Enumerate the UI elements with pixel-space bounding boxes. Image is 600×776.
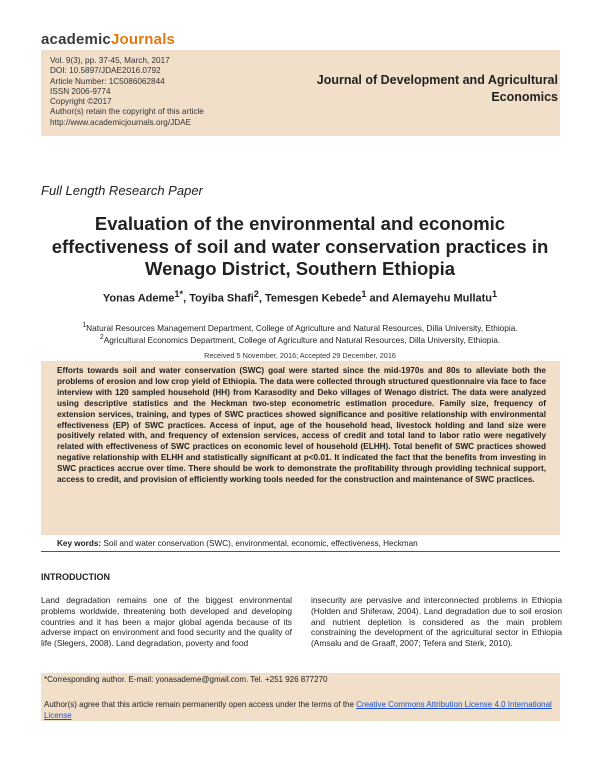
author-name: Toyiba Shafi <box>189 292 254 305</box>
corresponding-mark: * <box>179 289 184 299</box>
introduction-column-1: Land degradation remains one of the biggest environmental problems worldwide, threatening both developed and developing countries and it has been a major global agenda because of its adverse impact on environment and food security and the quality of life (Slegers, 2008). Land degradation, poverty and food <box>41 595 292 649</box>
author-list <box>40 289 560 305</box>
logo-text-journals: Journals <box>110 31 176 48</box>
affiliation-sup: 2 <box>99 334 104 342</box>
paper-type: Full Length Research Paper <box>41 183 203 198</box>
received-accepted-dates: Received 5 November, 2016; Accepted 29 December, 2016 <box>204 351 396 360</box>
abstract-text: Efforts towards soil and water conservation (SWC) goal were started since the mid-1970s and 80s to alleviate both the problems of erosion and low crop yield of Ethiopia. The data were collected through structured questionnaire via face to face interview with 120 sampled household (HH) from Karasodity and Deko villages of Wenago district. The data were analyzed using descriptive statistics and the Heckman two-step econometric estimation procedure. Family size, frequency of extension services, training, and types of SWC practices showed significance and positive relationship with environmental effectiveness (EP) of SWC practices. Access of input, age of the household head, livestock holding and land size were positively related with, and frequency of extension services, access of credit and total land to labor ratio were negatively related with effectiveness of SWC practices on economic level of household (ELHH). Total benefit of SWC practices showed negative relationship with ELHH and statistically significant at p<0.01. It indicated the fact that the benefits from investing in SWC practices accrue over time. There should be work to demonstrate the profitability through providing technical support, access to credit, and provision of efficiently working tools needed for the construction and maintenance of SWC practices. <box>57 366 546 485</box>
affiliation-1 <box>40 321 560 333</box>
meta-article-number: Article Number: 1C5086062844 <box>50 76 165 86</box>
author-name: Temesgen Kebede <box>265 292 362 305</box>
author-name: Alemayehu Mullatu <box>391 292 493 305</box>
introduction-heading: INTRODUCTION <box>41 572 110 582</box>
paper-title: Evaluation of the environmental and economic effectiveness of soil and water conservation practices in Wenago District, Southern Ethiopia <box>51 213 549 279</box>
author-affiliation-sup: 1 <box>174 289 180 299</box>
meta-issn: ISSN 2006-9774 <box>50 86 111 96</box>
author-name: Yonas Ademe <box>102 292 175 305</box>
affiliation-2 <box>40 333 560 345</box>
section-divider <box>41 551 560 552</box>
license-note <box>44 699 556 721</box>
keywords-text: Soil and water conservation (SWC), environmental, economic, effectiveness, Heckman <box>103 539 418 548</box>
corresponding-author-note: *Corresponding author. E-mail: yonasademe@gmail.com. Tel. +251 926 877270 <box>44 675 328 684</box>
affiliation-sup: 1 <box>82 322 87 329</box>
article-meta <box>50 56 204 128</box>
meta-volume: Vol. 9(3), pp. 37-45, March, 2017 <box>50 56 170 65</box>
author-affiliation-sup: 2 <box>253 289 259 299</box>
author-affiliation-sup: 1 <box>361 289 367 299</box>
author-separator: , <box>258 292 266 305</box>
meta-url[interactable]: http://www.academicjournals.org/JDAE <box>50 117 192 127</box>
affiliation-text: Natural Resources Management Department, College of Agriculture and Natural Resources, Dilla University, Ethiopia. <box>86 322 518 333</box>
author-separator: and <box>366 292 392 305</box>
journal-name <box>298 72 558 106</box>
author-separator: , <box>183 292 190 305</box>
introduction-column-2: insecurity are pervasive and interconnected problems in Ethiopia (Holden and Shiferaw, 2004). Land degradation due to soil erosion and nutrient depletion is considered as the main problem constraining the development of the agricultural sector in Ethiopia (Amsalu and de Graaff, 2007; Tefera and Sterk, 2010). <box>311 595 562 649</box>
journal-name-line2: Economics <box>491 90 558 104</box>
publisher-logo <box>41 31 175 48</box>
license-prefix: Author(s) agree that this article remain permanently open access under the terms of the <box>44 700 357 709</box>
logo-text-academic: academic <box>41 31 111 48</box>
affiliation-text: Agricultural Economics Department, College of Agriculture and Natural Resources, Dilla University, Ethiopia. <box>103 335 501 346</box>
journal-name-line1: Journal of Development and Agricultural <box>316 73 558 87</box>
meta-doi: DOI: 10.5897/JDAE2016.0792 <box>50 66 161 76</box>
meta-copyright: Copyright ©2017 <box>50 97 112 107</box>
author-affiliation-sup: 1 <box>492 289 498 299</box>
meta-rights: Author(s) retain the copyright of this article <box>50 107 204 117</box>
keywords-label: Key words: <box>57 539 102 548</box>
affiliations <box>40 321 560 346</box>
license-link[interactable]: Creative Commons Attribution License 4.0 International License <box>44 700 552 720</box>
keywords <box>57 539 418 548</box>
